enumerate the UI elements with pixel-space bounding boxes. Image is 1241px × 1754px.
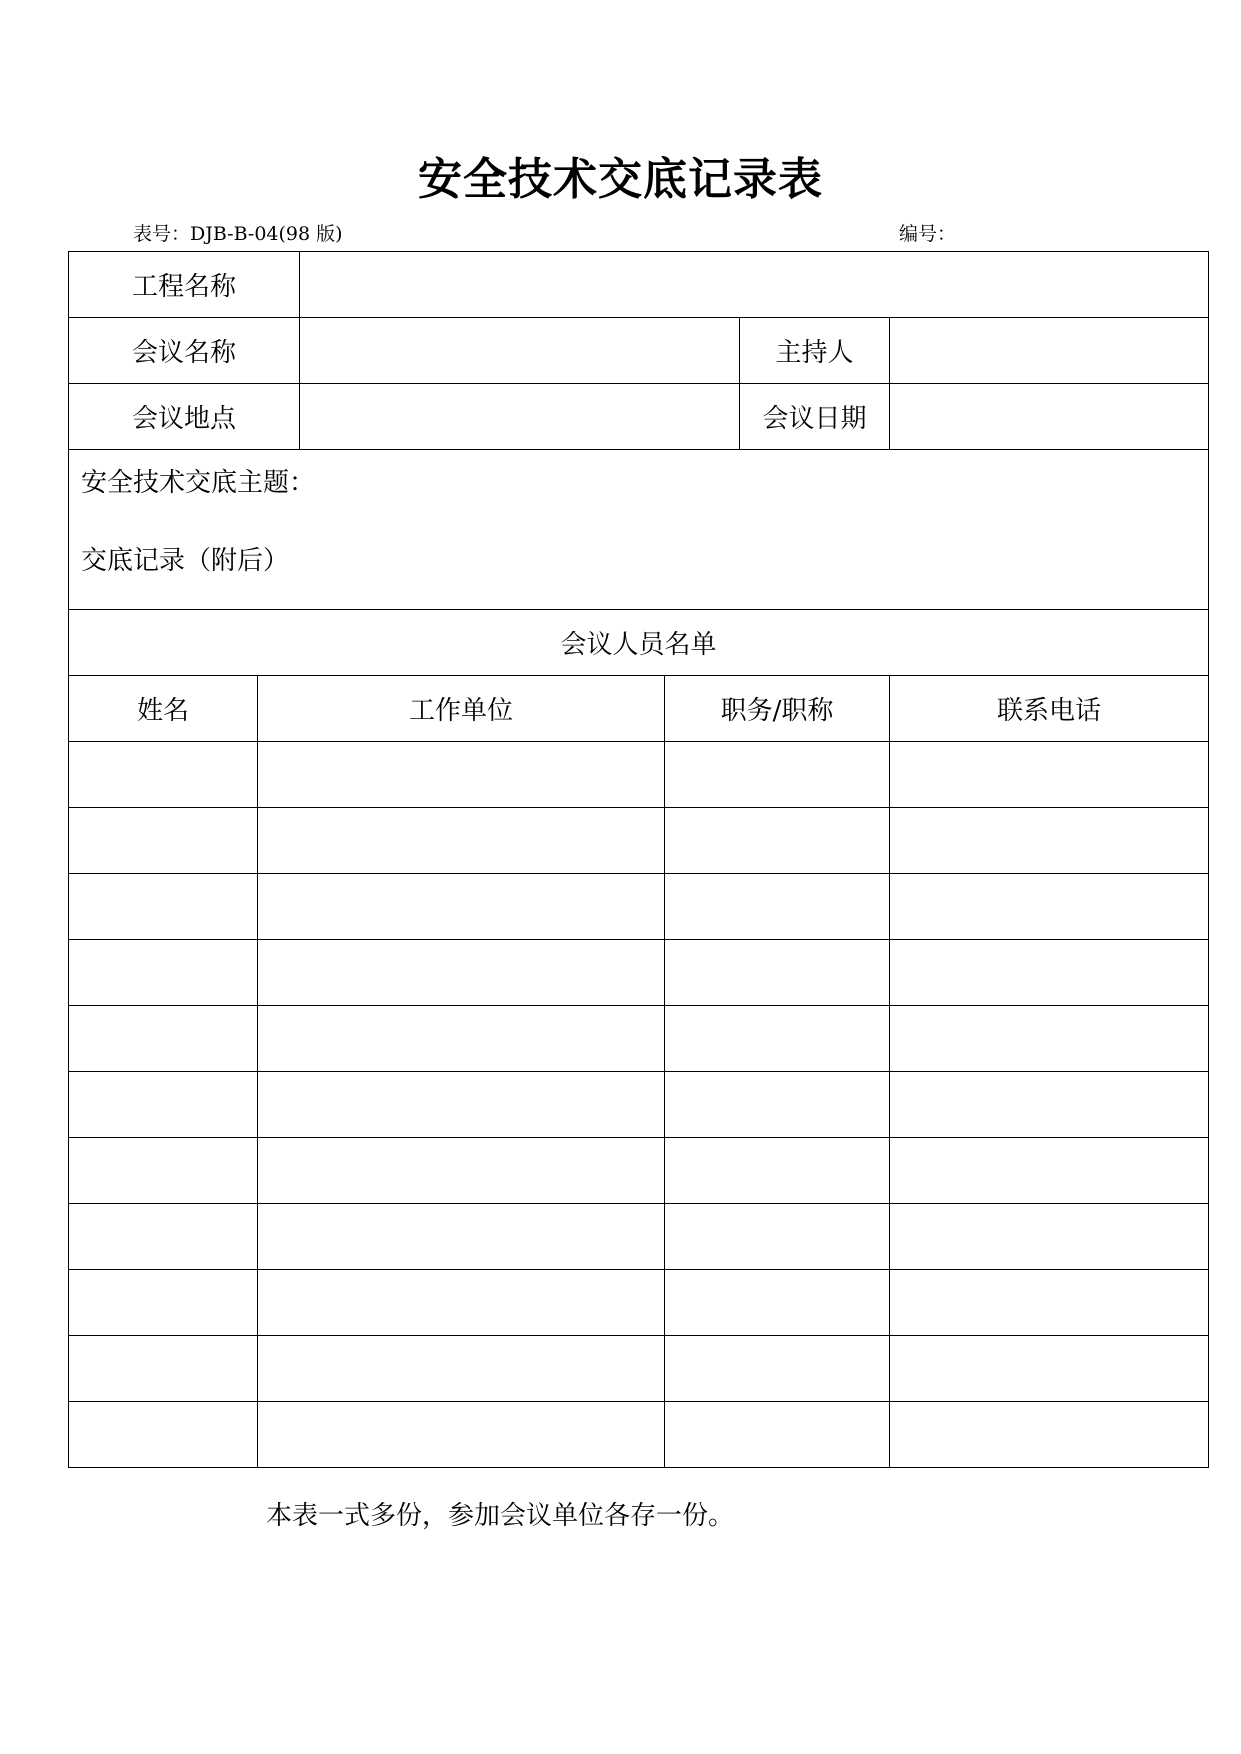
meeting-name-field[interactable] <box>300 318 740 384</box>
attendee-unit-cell[interactable] <box>258 1138 665 1204</box>
column-header-position: 职务/职称 <box>665 676 890 742</box>
attendee-unit-cell[interactable] <box>258 1270 665 1336</box>
column-header-name: 姓名 <box>69 676 258 742</box>
attendee-unit-cell[interactable] <box>258 1204 665 1270</box>
form-number: 表号：DJB-B-04(98 版) <box>133 223 343 245</box>
meeting-date-label: 会议日期 <box>740 384 890 450</box>
project-name-field[interactable] <box>300 252 1209 318</box>
attendee-row <box>69 808 1209 874</box>
attendee-position-cell[interactable] <box>665 1204 890 1270</box>
meeting-date-field[interactable] <box>890 384 1209 450</box>
attendee-position-cell[interactable] <box>665 808 890 874</box>
attendee-unit-cell[interactable] <box>258 1402 665 1468</box>
row-project-name <box>69 252 1209 318</box>
attendee-position-cell[interactable] <box>665 1006 890 1072</box>
attendee-position-cell[interactable] <box>665 1270 890 1336</box>
attendee-position-cell[interactable] <box>665 1072 890 1138</box>
attendee-unit-cell[interactable] <box>258 1336 665 1402</box>
attendee-row <box>69 1138 1209 1204</box>
attendee-phone-cell[interactable] <box>890 1072 1209 1138</box>
attendee-name-cell[interactable] <box>69 1204 258 1270</box>
attendee-row <box>69 1336 1209 1402</box>
attendee-row <box>69 874 1209 940</box>
attendee-phone-cell[interactable] <box>890 808 1209 874</box>
attendee-phone-cell[interactable] <box>890 1402 1209 1468</box>
attendee-name-cell[interactable] <box>69 1072 258 1138</box>
attendee-name-cell[interactable] <box>69 808 258 874</box>
attendee-phone-cell[interactable] <box>890 874 1209 940</box>
page-title: 安全技术交底记录表 <box>418 154 823 205</box>
attendee-row <box>69 1072 1209 1138</box>
attendee-position-cell[interactable] <box>665 1138 890 1204</box>
project-name-label: 工程名称 <box>69 252 300 318</box>
row-meeting-name <box>69 318 1209 384</box>
attendee-name-cell[interactable] <box>69 940 258 1006</box>
row-attendees-heading <box>69 610 1209 676</box>
attendee-phone-cell[interactable] <box>890 1138 1209 1204</box>
attendee-phone-cell[interactable] <box>890 742 1209 808</box>
attendee-position-cell[interactable] <box>665 940 890 1006</box>
attendee-phone-cell[interactable] <box>890 940 1209 1006</box>
host-label: 主持人 <box>740 318 890 384</box>
attendee-row <box>69 1204 1209 1270</box>
attendee-unit-cell[interactable] <box>258 1006 665 1072</box>
attendee-name-cell[interactable] <box>69 1270 258 1336</box>
attendee-name-cell[interactable] <box>69 742 258 808</box>
topic-label: 安全技术交底主题： <box>81 468 316 498</box>
column-header-phone: 联系电话 <box>890 676 1209 742</box>
attendee-name-cell[interactable] <box>69 1006 258 1072</box>
attendee-unit-cell[interactable] <box>258 874 665 940</box>
attendee-name-cell[interactable] <box>69 874 258 940</box>
attendee-position-cell[interactable] <box>665 742 890 808</box>
meeting-place-label: 会议地点 <box>69 384 300 450</box>
host-field[interactable] <box>890 318 1209 384</box>
attendee-phone-cell[interactable] <box>890 1336 1209 1402</box>
attendee-position-cell[interactable] <box>665 1402 890 1468</box>
attendee-name-cell[interactable] <box>69 1336 258 1402</box>
attendee-row <box>69 742 1209 808</box>
attendee-row <box>69 1402 1209 1468</box>
attendee-name-cell[interactable] <box>69 1402 258 1468</box>
attendee-row <box>69 1270 1209 1336</box>
topic-field[interactable] <box>69 450 1209 610</box>
attendee-unit-cell[interactable] <box>258 742 665 808</box>
attendee-name-cell[interactable] <box>69 1138 258 1204</box>
attendee-row <box>69 1006 1209 1072</box>
row-meeting-place <box>69 384 1209 450</box>
meeting-place-field[interactable] <box>300 384 740 450</box>
attendees-heading: 会议人员名单 <box>69 610 1209 676</box>
attendee-position-cell[interactable] <box>665 1336 890 1402</box>
attendee-unit-cell[interactable] <box>258 808 665 874</box>
attendee-phone-cell[interactable] <box>890 1204 1209 1270</box>
serial-number-label: 编号： <box>899 223 957 245</box>
safety-briefing-form <box>68 251 1209 1468</box>
attendee-position-cell[interactable] <box>665 874 890 940</box>
attendee-unit-cell[interactable] <box>258 1072 665 1138</box>
row-topic <box>69 450 1209 610</box>
footer-note: 本表一式多份，参加会议单位各存一份。 <box>266 1501 735 1531</box>
attendee-unit-cell[interactable] <box>258 940 665 1006</box>
record-label: 交底记录（附后） <box>81 546 290 576</box>
attendee-row <box>69 940 1209 1006</box>
column-header-work-unit: 工作单位 <box>258 676 665 742</box>
attendee-phone-cell[interactable] <box>890 1270 1209 1336</box>
attendee-phone-cell[interactable] <box>890 1006 1209 1072</box>
meeting-name-label: 会议名称 <box>69 318 300 384</box>
attendees-header-row <box>69 676 1209 742</box>
